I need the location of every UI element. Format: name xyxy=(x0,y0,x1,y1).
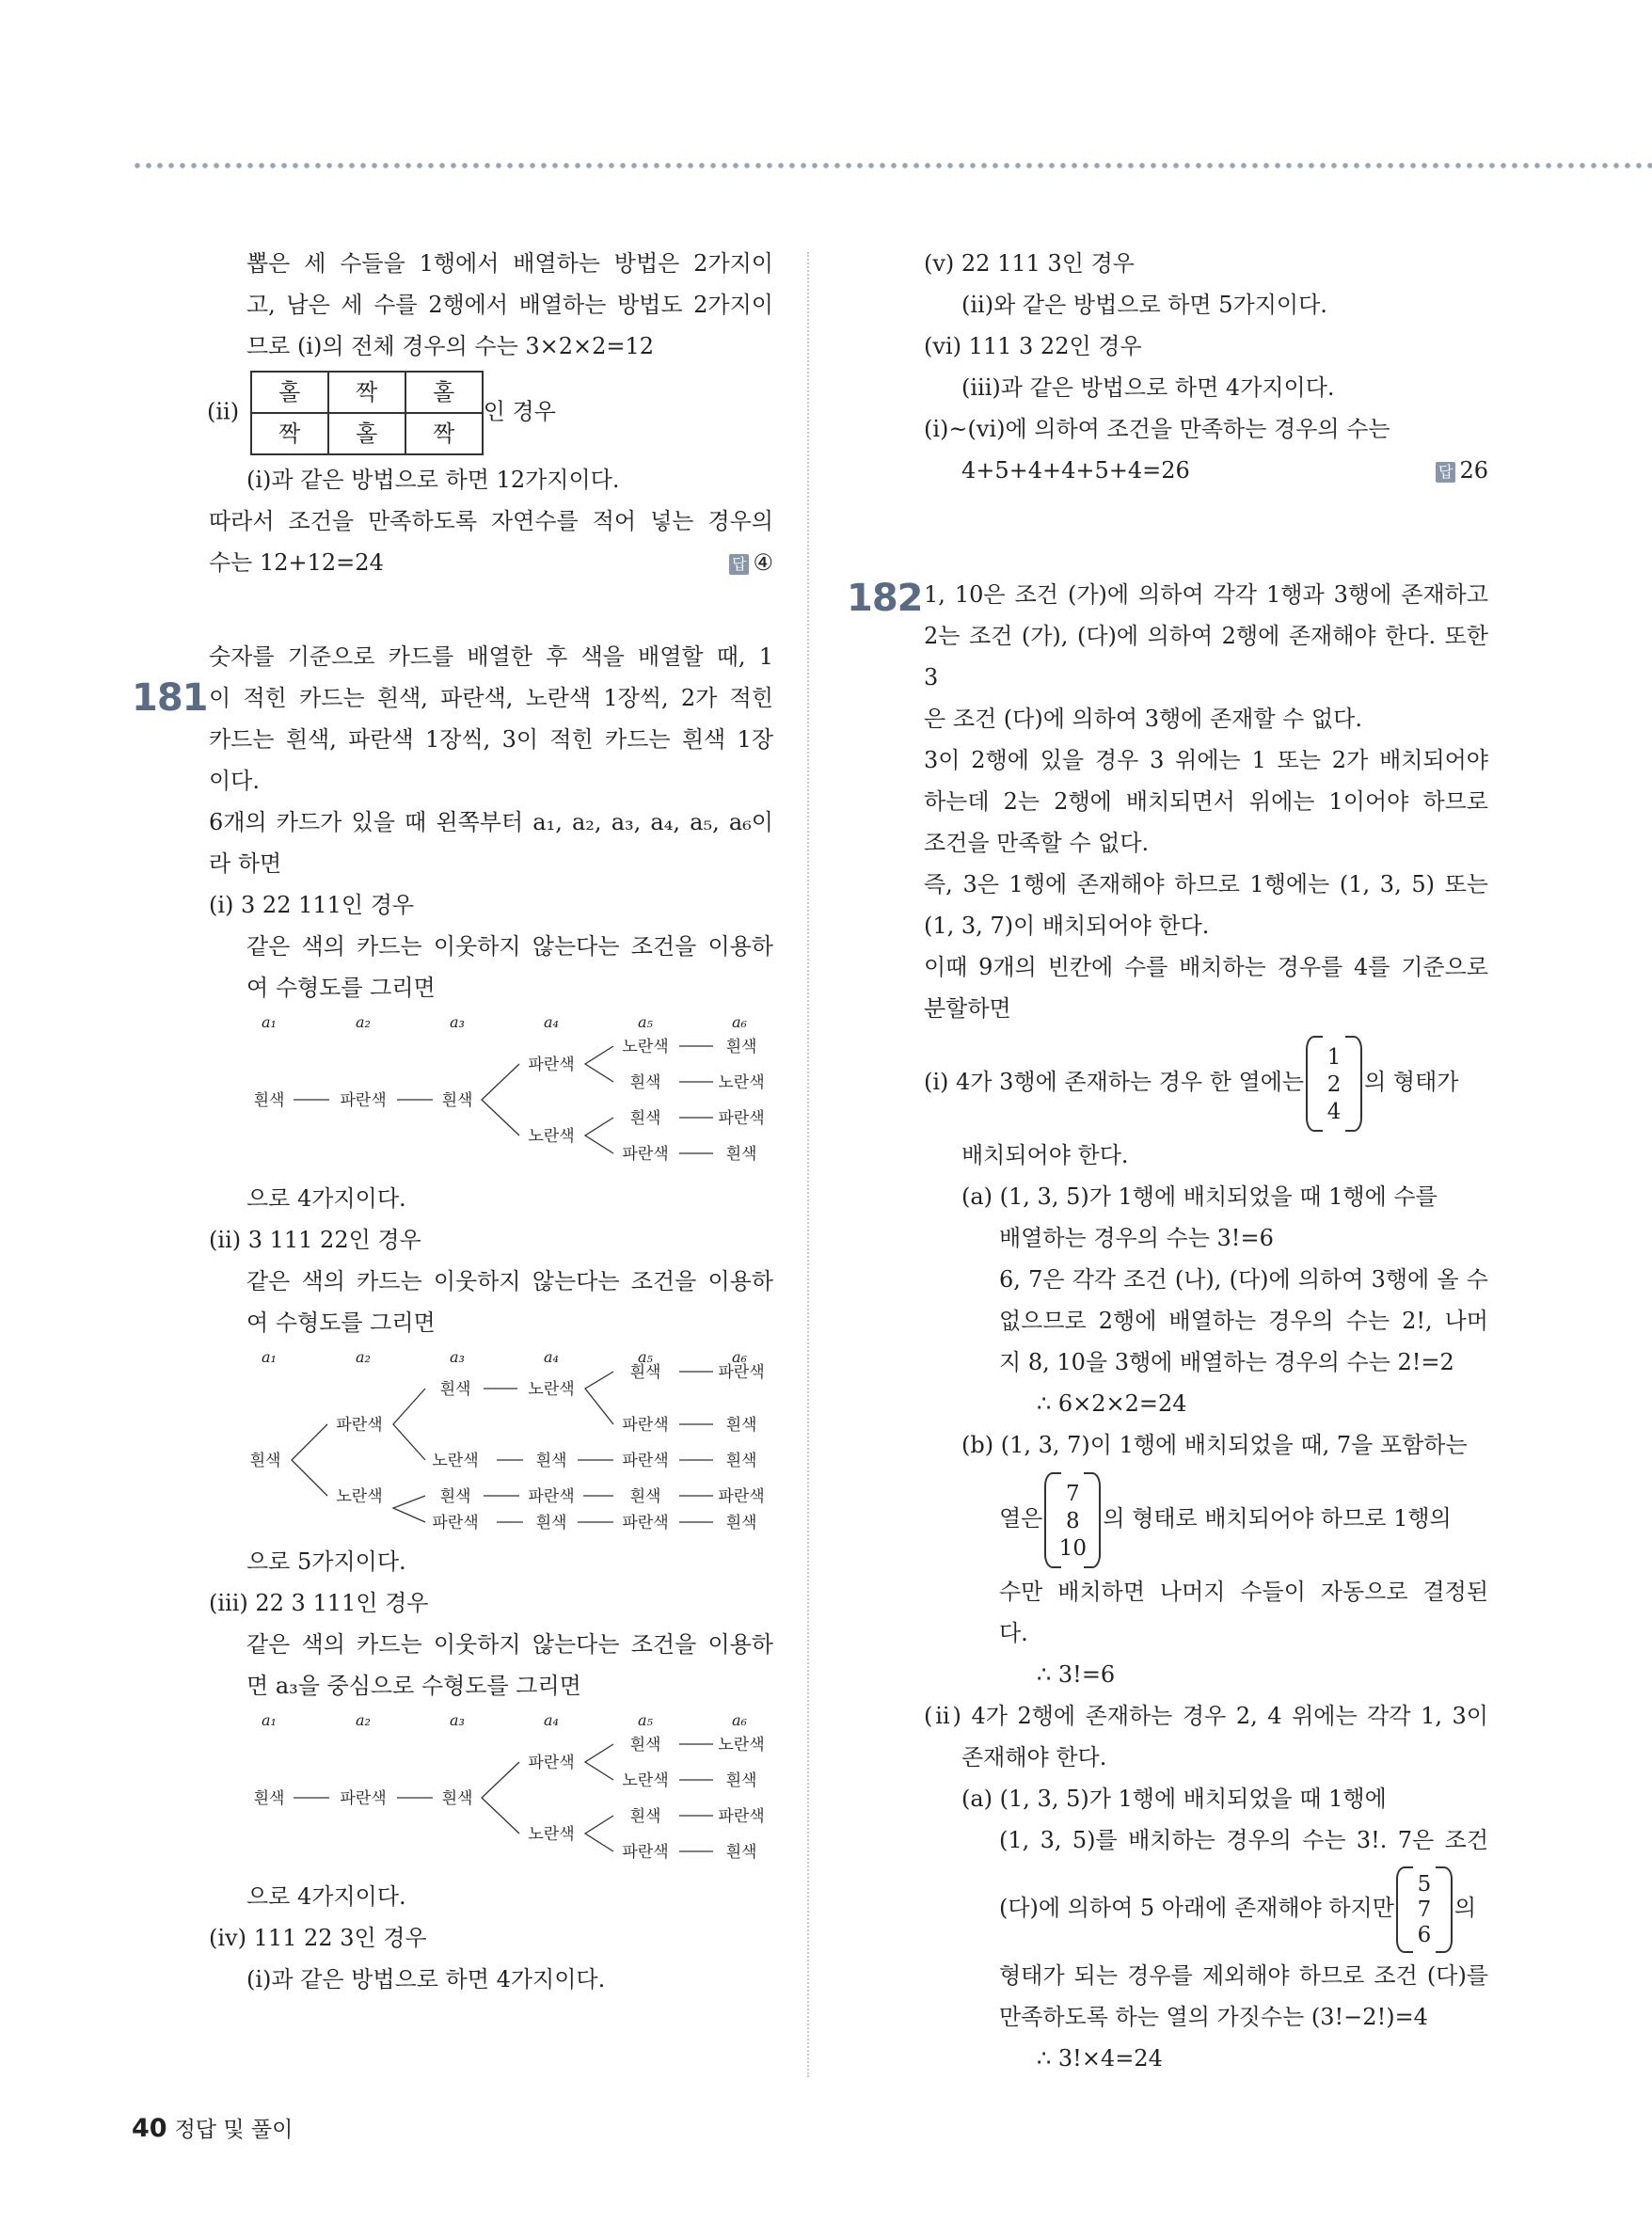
tree-node: 흰색 xyxy=(439,1380,471,1399)
grid-cell: 홀 xyxy=(251,372,328,413)
case-heading: (ⅱ) 4가 2행에 존재하는 경우 2, 4 위에는 각각 1, 3이 xyxy=(924,1703,1488,1729)
tree-node: 흰색 xyxy=(535,1514,567,1532)
text-line: 만족하도록 하는 열의 가짓수는 (3!−2!)=4 xyxy=(999,2004,1428,2030)
answer-value: ④ xyxy=(753,549,773,576)
tree-edge xyxy=(292,1424,327,1496)
case-ii-grid-row xyxy=(207,371,773,455)
vector-entry: 8 xyxy=(1066,1508,1080,1533)
tree-node: 파란색 xyxy=(622,1416,669,1435)
grid-cell: 짝 xyxy=(405,413,483,454)
tree-node: 파란색 xyxy=(528,1754,575,1772)
tree-edge xyxy=(393,1496,425,1522)
text-line: 수는 12+12=24 xyxy=(209,549,384,576)
text-line: 6개의 카드가 있을 때 왼쪽부터 a₁, a₂, a₃, a₄, a₅, a₆이 xyxy=(209,809,773,835)
tree-node: 파란색 xyxy=(340,1789,387,1808)
tree-node: 흰색 xyxy=(249,1452,281,1470)
tree-node: 파란색 xyxy=(340,1091,387,1110)
subcase-heading: (a) (1, 3, 5)가 1행에 배치되었을 때 1행에 수를 xyxy=(961,1183,1438,1210)
header-dotted-rule xyxy=(132,162,1652,169)
text-line: 같은 색의 카드는 이웃하지 않는다는 조건을 이용하 xyxy=(246,1268,773,1294)
case-heading: (ⅲ) 22 3 111인 경우 xyxy=(209,1590,429,1616)
vector-entry: 10 xyxy=(1058,1535,1088,1561)
text-line: 다. xyxy=(999,1620,1028,1646)
column-vector xyxy=(1396,1863,1453,1957)
text-line: 라 하면 xyxy=(209,850,282,877)
subcase-heading: (a) (1, 3, 5)가 1행에 배치되었을 때 1행에 xyxy=(961,1786,1387,1812)
text-line: 존재해야 한다. xyxy=(961,1744,1107,1770)
text-line: 3이 2행에 있을 경우 3 위에는 1 또는 2가 배치되어야 xyxy=(924,747,1488,773)
tree-header: a₁ xyxy=(262,1013,277,1031)
tree-header: a₁ xyxy=(262,1711,277,1729)
tree-node: 흰색 xyxy=(629,1363,661,1382)
tree-diagram-3 xyxy=(209,1707,773,1876)
vector-entry: 7 xyxy=(1417,1897,1432,1922)
answer-badge: 답 xyxy=(729,554,749,575)
tree-node: 노란색 xyxy=(432,1452,479,1470)
text-line: (ⅰ)~(ⅵ)에 의하여 조건을 만족하는 경우의 수는 xyxy=(924,416,1390,442)
grid-cell: 짝 xyxy=(251,413,328,454)
parity-grid xyxy=(250,371,484,455)
tree-edge xyxy=(482,1064,519,1135)
text-line: 분할하면 xyxy=(924,995,1011,1022)
tree-node: 노란색 xyxy=(622,1038,669,1056)
section-title: 정답 및 풀이 xyxy=(174,2118,294,2142)
tree-node: 흰색 xyxy=(725,1145,757,1164)
text-line: 같은 색의 카드는 이웃하지 않는다는 조건을 이용하 xyxy=(246,933,773,960)
tree-node: 흰색 xyxy=(253,1091,285,1110)
tree-node: 노란색 xyxy=(718,1073,765,1092)
answer-line xyxy=(924,450,1488,491)
tree-node: 흰색 xyxy=(441,1789,473,1808)
text-line: 즉, 3은 1행에 존재해야 하므로 1행에는 (1, 3, 5) 또는 xyxy=(924,871,1488,897)
text-line: 숫자를 기준으로 카드를 배열한 후 색을 배열할 때, 1 xyxy=(209,643,773,670)
text-line: 수만 배치하면 나머지 수들이 자동으로 결정된 xyxy=(999,1579,1488,1605)
tree-node: 흰색 xyxy=(439,1487,471,1506)
text-line: 여 수형도를 그리면 xyxy=(246,1310,436,1336)
text-line: (1, 3, 7)이 배치되어야 한다. xyxy=(924,913,1210,939)
column-vector xyxy=(1044,1469,1101,1572)
vector-entry: 5 xyxy=(1417,1871,1432,1897)
tree-edge xyxy=(585,1816,613,1851)
tree-node: 파란색 xyxy=(718,1109,765,1128)
tree-header: a₃ xyxy=(450,1013,465,1031)
text-line: 으로 5가지이다. xyxy=(246,1548,406,1575)
text-line: 의 xyxy=(1453,1895,1477,1921)
text-line: 4+5+4+4+5+4=26 xyxy=(961,457,1190,484)
tree-node: 노란색 xyxy=(528,1127,575,1146)
tree-edge xyxy=(585,1118,613,1153)
text-line: 따라서 조건을 만족하도록 자연수를 적어 넣는 경우의 xyxy=(209,508,773,534)
tree-edge xyxy=(585,1744,613,1780)
text-line: (1, 3, 5)를 배치하는 경우의 수는 3!. 7은 조건 xyxy=(999,1827,1488,1853)
text-line: 은 조건 (다)에 의하여 3행에 존재할 수 없다. xyxy=(924,706,1362,732)
text-line: 여 수형도를 그리면 xyxy=(246,975,436,1001)
tree-node: 파란색 xyxy=(718,1487,765,1506)
text-line: 배치되어야 한다. xyxy=(961,1142,1129,1168)
case-b-row xyxy=(924,1466,1488,1571)
text-line: 없으므로 2행에 배열하는 경우의 수는 2!, 나머 xyxy=(999,1308,1488,1334)
tree-header: a₂ xyxy=(356,1711,371,1729)
right-column xyxy=(924,243,1488,2079)
page-number: 40 xyxy=(132,2114,167,2143)
text-line: 므로 (ⅰ)의 전체 경우의 수는 3×2×2=12 xyxy=(246,333,655,359)
tree-header: a₃ xyxy=(450,1711,465,1729)
text-line: 6, 7은 각각 조건 (나), (다)에 의하여 3행에 올 수 xyxy=(999,1266,1488,1293)
tree-node: 흰색 xyxy=(535,1452,567,1470)
text-line: (ⅰ) 4가 3행에 존재하는 경우 한 열에는 xyxy=(924,1069,1305,1095)
tree-node: 파란색 xyxy=(718,1363,765,1382)
tree-node: 노란색 xyxy=(528,1825,575,1844)
tree-node: 파란색 xyxy=(622,1452,669,1470)
tree-header: a₄ xyxy=(544,1013,559,1031)
text-line: 하는데 2는 2행에 배치되면서 위에는 1이어야 하므로 xyxy=(924,788,1488,815)
column-divider xyxy=(807,252,809,2077)
text-line: 으로 4가지이다. xyxy=(246,1883,406,1910)
tree-node: 흰색 xyxy=(629,1073,661,1092)
tree-node: 흰색 xyxy=(725,1038,757,1056)
tree-edge xyxy=(585,1046,613,1082)
tree-node: 파란색 xyxy=(528,1487,575,1506)
vector-entry: 6 xyxy=(1417,1922,1432,1947)
tree-node: 파란색 xyxy=(622,1514,669,1532)
vector-entry: 7 xyxy=(1066,1481,1080,1506)
column-vector xyxy=(1306,1032,1362,1135)
tree-node: 노란색 xyxy=(622,1771,669,1790)
answer xyxy=(729,542,773,583)
answer xyxy=(1436,450,1488,491)
case-heading: (ⅵ) 111 3 22인 경우 xyxy=(924,333,1142,359)
text-line: 카드는 흰색, 파란색 1장씩, 3이 적힌 카드는 흰색 1장 xyxy=(209,726,773,753)
case-heading: (ⅳ) 111 22 3인 경우 xyxy=(209,1925,427,1951)
text-line: 이다. xyxy=(209,768,260,794)
text-line: 지 8, 10을 3행에 배열하는 경우의 수는 2!=2 xyxy=(999,1349,1454,1375)
text-line: 형태가 되는 경우를 제외해야 하므로 조건 (다)를 xyxy=(999,1962,1488,1989)
text-line: 1, 10은 조건 (가)에 의하여 각각 1행과 3행에 존재하고 xyxy=(924,581,1488,608)
tree-node: 흰색 xyxy=(629,1807,661,1826)
tree-node: 흰색 xyxy=(629,1487,661,1506)
text-line: (ⅲ)과 같은 방법으로 하면 4가지이다. xyxy=(961,374,1335,401)
tree-edge xyxy=(585,1372,613,1424)
tree-diagram-2 xyxy=(209,1343,773,1541)
tree-node: 파란색 xyxy=(718,1807,765,1826)
grid-cell: 홀 xyxy=(405,372,483,413)
tree-header: a₅ xyxy=(638,1013,653,1031)
text-line: (ⅱ)와 같은 방법으로 하면 5가지이다. xyxy=(961,292,1327,318)
tree-node: 파란색 xyxy=(528,1056,575,1074)
tree-header: a₄ xyxy=(544,1711,559,1729)
text-line: 조건을 만족할 수 없다. xyxy=(924,830,1150,856)
tree-header: a₅ xyxy=(638,1348,653,1366)
text-line: (ⅰ)과 같은 방법으로 하면 12가지이다. xyxy=(246,467,620,493)
text-line: 배열하는 경우의 수는 3!=6 xyxy=(999,1225,1274,1251)
tree-node: 파란색 xyxy=(622,1145,669,1164)
text-line: 의 형태가 xyxy=(1364,1069,1459,1095)
tree-header: a₃ xyxy=(450,1348,465,1366)
text-line: 고, 남은 세 수를 2행에서 배열하는 방법도 2가지이 xyxy=(246,292,773,318)
case-heading: (ⅱ) 3 111 22인 경우 xyxy=(209,1227,421,1253)
tree-node: 흰색 xyxy=(725,1452,757,1470)
tree-header: a₅ xyxy=(638,1711,653,1729)
tree-header: a₆ xyxy=(732,1013,747,1031)
tree-node: 흰색 xyxy=(725,1843,757,1862)
text-line: (다)에 의하여 5 아래에 존재해야 하지만 xyxy=(999,1895,1394,1921)
subcase-heading: (b) (1, 3, 7)이 1행에 배치되었을 때, 7을 포함하는 xyxy=(961,1432,1468,1458)
text-line: 2는 조건 (가), (다)에 의하여 2행에 존재해야 한다. 또한 3 xyxy=(924,623,1488,691)
page-footer xyxy=(132,2112,293,2143)
text-line: ∴ 3!=6 xyxy=(1037,1661,1116,1688)
case-heading: (ⅰ) 3 22 111인 경우 xyxy=(209,892,415,918)
tree-node: 흰색 xyxy=(629,1109,661,1128)
tree-header: a₆ xyxy=(732,1348,747,1366)
case-label: (ⅱ) xyxy=(207,398,240,425)
text-line: ∴ 3!×4=24 xyxy=(1037,2045,1163,2072)
case-heading: (ⅴ) 22 111 3인 경우 xyxy=(924,250,1135,277)
tree-header: a₆ xyxy=(732,1711,747,1729)
tree-diagram-1 xyxy=(209,1008,773,1178)
case-i-row xyxy=(924,1029,1488,1135)
tree-header: a₁ xyxy=(262,1348,277,1366)
tree-node: 흰색 xyxy=(725,1771,757,1790)
left-column xyxy=(209,243,773,2000)
vector-entry: 1 xyxy=(1326,1044,1342,1070)
tree-node: 노란색 xyxy=(336,1487,383,1506)
text-line: (ⅰ)과 같은 방법으로 하면 4가지이다. xyxy=(246,1966,606,1993)
tree-header: a₂ xyxy=(356,1013,371,1031)
vector-entry: 2 xyxy=(1326,1072,1342,1097)
problem-number-182: 182 xyxy=(847,577,923,620)
text-line: 이 적힌 카드는 흰색, 파란색, 노란색 1장씩, 2가 적힌 xyxy=(209,685,773,711)
tree-node: 흰색 xyxy=(725,1514,757,1532)
case-iia-row xyxy=(924,1861,1488,1955)
tree-node: 흰색 xyxy=(253,1789,285,1808)
text-line: 이때 9개의 빈칸에 수를 배치하는 경우를 4를 기준으로 xyxy=(924,954,1488,980)
text-line: ∴ 6×2×2=24 xyxy=(1037,1390,1187,1417)
tree-node: 노란색 xyxy=(528,1380,575,1399)
vector-entry: 4 xyxy=(1326,1099,1342,1124)
tree-header: a₄ xyxy=(544,1348,559,1366)
text-line: 뽑은 세 수들을 1행에서 배열하는 방법은 2가지이 xyxy=(246,250,773,277)
tree-node: 흰색 xyxy=(725,1416,757,1435)
text-line: 같은 색의 카드는 이웃하지 않는다는 조건을 이용하 xyxy=(246,1631,773,1658)
tree-edge xyxy=(393,1389,425,1460)
tree-node: 노란색 xyxy=(718,1736,765,1755)
text-line: 으로 4가지이다. xyxy=(246,1185,406,1212)
text-line: 열은 xyxy=(999,1505,1043,1532)
answer-badge: 답 xyxy=(1436,462,1455,483)
problem-number-181: 181 xyxy=(132,676,208,720)
text-line: 의 형태로 배치되어야 하므로 1행의 xyxy=(1103,1505,1452,1532)
text-line: 면 a₃을 중심으로 수형도를 그리면 xyxy=(246,1673,581,1699)
tree-node: 흰색 xyxy=(441,1091,473,1110)
grid-cell: 홀 xyxy=(328,413,405,454)
tree-node: 파란색 xyxy=(336,1416,383,1435)
tree-node: 파란색 xyxy=(432,1514,479,1532)
tree-node: 흰색 xyxy=(629,1736,661,1755)
case-suffix: 인 경우 xyxy=(483,398,556,425)
tree-node: 파란색 xyxy=(622,1843,669,1862)
answer-value: 26 xyxy=(1459,457,1488,484)
grid-cell: 짝 xyxy=(328,372,405,413)
tree-edge xyxy=(482,1762,519,1834)
answer-line xyxy=(209,542,773,583)
tree-header: a₂ xyxy=(356,1348,371,1366)
